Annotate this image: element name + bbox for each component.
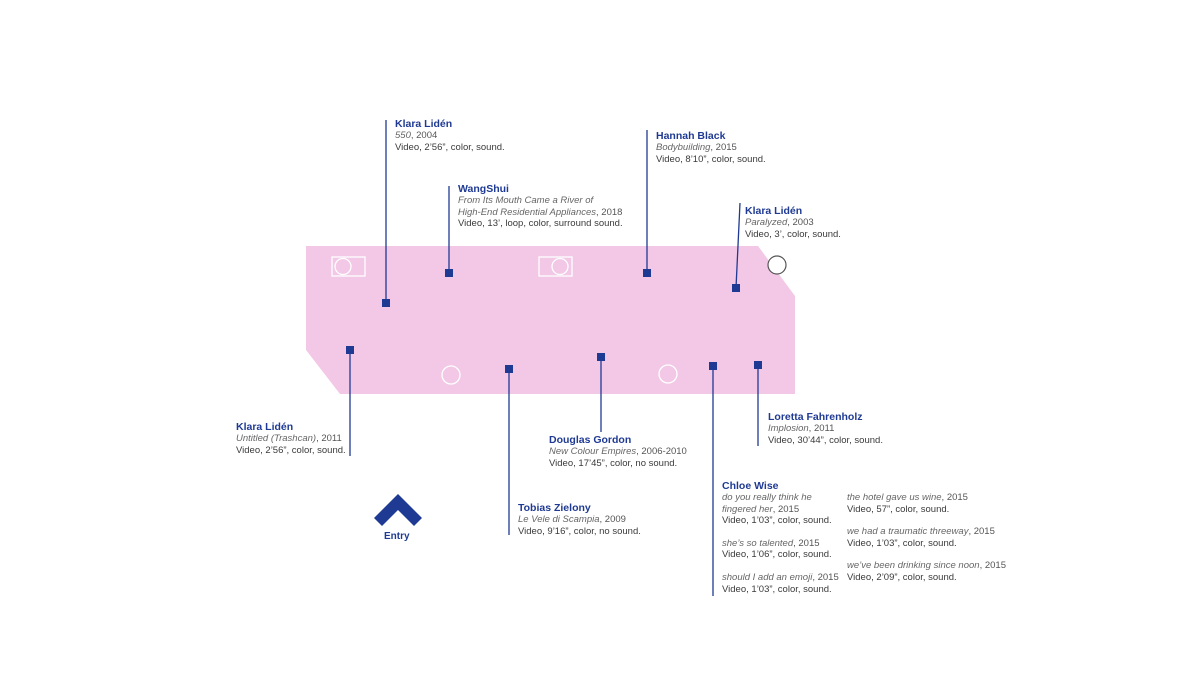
speaker-icon <box>768 256 786 274</box>
work-year: , 2018 <box>596 206 623 218</box>
work-year: , 2015 <box>968 526 995 538</box>
work-marker <box>643 269 651 277</box>
work-year: , 2009 <box>599 514 626 525</box>
work-marker <box>732 284 740 292</box>
artwork-label-wise <box>722 480 839 606</box>
artwork-label-liden-550 <box>395 118 505 153</box>
work-year: , 2015 <box>979 560 1006 572</box>
artwork-label-liden-paralyzed <box>745 205 841 240</box>
work-marker <box>754 361 762 369</box>
work-title: we had a traumatic threeway <box>847 526 969 538</box>
work-title: the hotel gave us wine <box>847 492 942 503</box>
work-title: Paralyzed <box>745 217 788 228</box>
artist-name: Klara Lidén <box>745 205 803 217</box>
artist-name: Loretta Fahrenholz <box>768 411 863 423</box>
artist-name: Klara Lidén <box>395 118 453 130</box>
work-title: 550 <box>395 130 411 141</box>
work-year: , 2015 <box>710 142 737 153</box>
work-marker <box>346 346 354 354</box>
work-details: Video, 1’03”, color, sound. <box>722 515 832 527</box>
work-title: High-End Residential Appliances <box>458 206 597 218</box>
work-marker <box>597 353 605 361</box>
work-details: Video, 2’56”, color, sound. <box>236 444 346 456</box>
work-title: Le Vele di Scampia <box>518 514 600 525</box>
work-details: Video, 1’06”, color, sound. <box>722 549 832 561</box>
work-title: she’s so talented <box>722 537 794 549</box>
artwork-label-black <box>656 130 766 165</box>
work-details: Video, 2’09”, color, sound. <box>847 571 957 583</box>
work-title: fingered her <box>722 503 773 515</box>
work-title: From Its Mouth Came a River of <box>458 195 594 206</box>
work-year: , 2015 <box>941 492 968 503</box>
chevron-up-icon <box>374 494 422 526</box>
work-details: Video, 13’, loop, color, surround sound. <box>458 218 623 230</box>
work-title: Untitled (Trashcan) <box>236 433 317 444</box>
work-details: Video, 9’16”, color, no sound. <box>518 525 641 537</box>
work-title: do you really think he <box>722 492 812 503</box>
artist-name: Chloe Wise <box>722 480 779 492</box>
work-details: Video, 17’45”, color, no sound. <box>549 457 678 469</box>
work-marker <box>505 365 513 373</box>
artwork-label-gordon <box>549 434 687 469</box>
artist-name: Klara Lidén <box>236 421 294 433</box>
work-year: , 2011 <box>808 423 835 434</box>
work-details: Video, 57”, color, sound. <box>847 503 950 515</box>
artist-name: Tobias Zielony <box>518 502 591 514</box>
artwork-label-fahrenholz <box>768 411 883 446</box>
artwork-label-zielony <box>518 502 641 537</box>
work-details: Video, 8’10”, color, sound. <box>656 153 766 165</box>
work-year: , 2003 <box>787 217 814 228</box>
artist-name: WangShui <box>458 183 509 195</box>
artwork-label-wise-col2 <box>847 492 1006 595</box>
work-title: New Colour Empires <box>549 446 637 457</box>
work-marker <box>709 362 717 370</box>
work-year: , 2006-2010 <box>636 446 687 457</box>
work-year: , 2015 <box>812 571 839 583</box>
gallery-room <box>306 246 795 394</box>
entry-label: Entry <box>384 531 410 542</box>
work-year: , 2011 <box>316 433 342 444</box>
work-marker <box>445 269 453 277</box>
artwork-label-wangshui <box>458 183 623 230</box>
work-title: Implosion <box>768 423 809 434</box>
work-details: Video, 2’56”, color, sound. <box>395 141 505 153</box>
work-details: Video, 1’03”, color, sound. <box>722 583 832 595</box>
work-details: Video, 1’03”, color, sound. <box>847 537 957 549</box>
work-details: Video, 3’, color, sound. <box>745 228 841 240</box>
work-year: , 2015 <box>793 537 820 549</box>
work-title: should I add an emoji <box>722 571 813 583</box>
work-details: Video, 30’44”, color, sound. <box>768 434 883 446</box>
artwork-label-liden-trashcan <box>236 421 346 456</box>
artist-name: Douglas Gordon <box>549 434 632 446</box>
work-year: , 2015 <box>772 503 800 515</box>
work-year: , 2004 <box>410 130 438 141</box>
work-title: Bodybuilding <box>656 142 711 153</box>
work-title: we’ve been drinking since noon <box>847 560 980 572</box>
work-marker <box>382 299 390 307</box>
artist-name: Hannah Black <box>656 130 726 142</box>
